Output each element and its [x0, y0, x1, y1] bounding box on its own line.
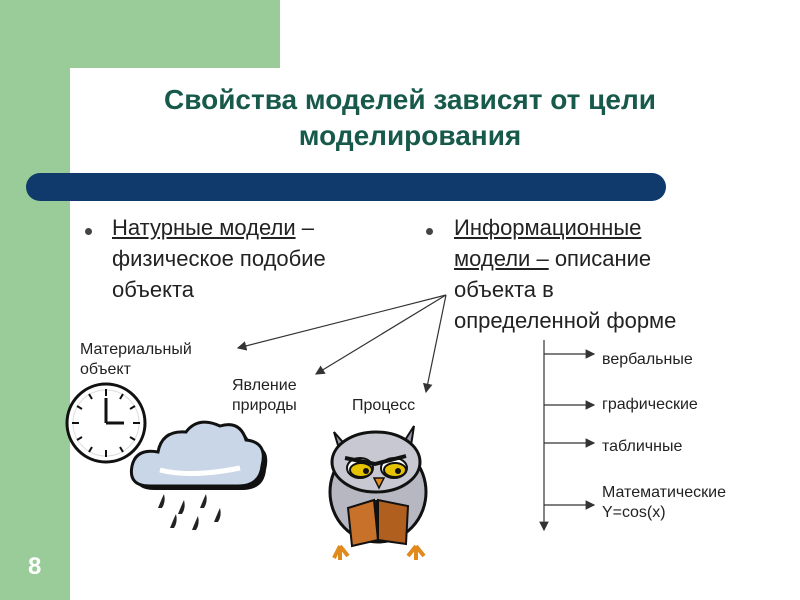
label-process: Процесс	[352, 397, 416, 414]
info-models-term-line2: модели –	[454, 246, 549, 271]
natural-desc-line-3: объекта	[112, 277, 195, 302]
label-graphic: графические	[602, 396, 698, 413]
material-line-1: Материальный	[80, 341, 192, 358]
info-desc-line-4: определенной форме	[454, 308, 677, 333]
info-models-term-line1: Информационные	[454, 215, 642, 240]
natural-models-term: Натурные модели	[112, 215, 296, 240]
arrow-to-material	[238, 295, 446, 348]
title-line-1: Свойства моделей зависят от цели	[164, 84, 656, 115]
natural-desc-line-2: физическое подобие	[112, 246, 326, 271]
label-verbal: вербальные	[602, 351, 693, 368]
arrow-to-nature	[316, 295, 446, 374]
info-desc-line-3: объекта в	[454, 277, 554, 302]
info-desc-part: описание	[548, 246, 652, 271]
nature-line-2: природы	[232, 397, 297, 414]
title-line-2: моделирования	[298, 120, 522, 151]
dash: –	[295, 215, 314, 240]
info-kinds-tree	[544, 340, 594, 530]
math-formula: Y=cos(x)	[602, 504, 666, 521]
label-tabular: табличные	[602, 438, 683, 455]
owl-reading-icon	[330, 426, 426, 560]
nature-line-1: Явление	[232, 377, 297, 394]
math-line-1: Математические	[602, 484, 726, 501]
rain-cloud-icon	[131, 422, 267, 530]
slide-number: 8	[28, 553, 42, 580]
arrow-to-process	[426, 295, 446, 392]
connector-arrows	[238, 295, 446, 392]
clock-icon	[67, 384, 145, 462]
material-line-2: объект	[80, 361, 131, 378]
